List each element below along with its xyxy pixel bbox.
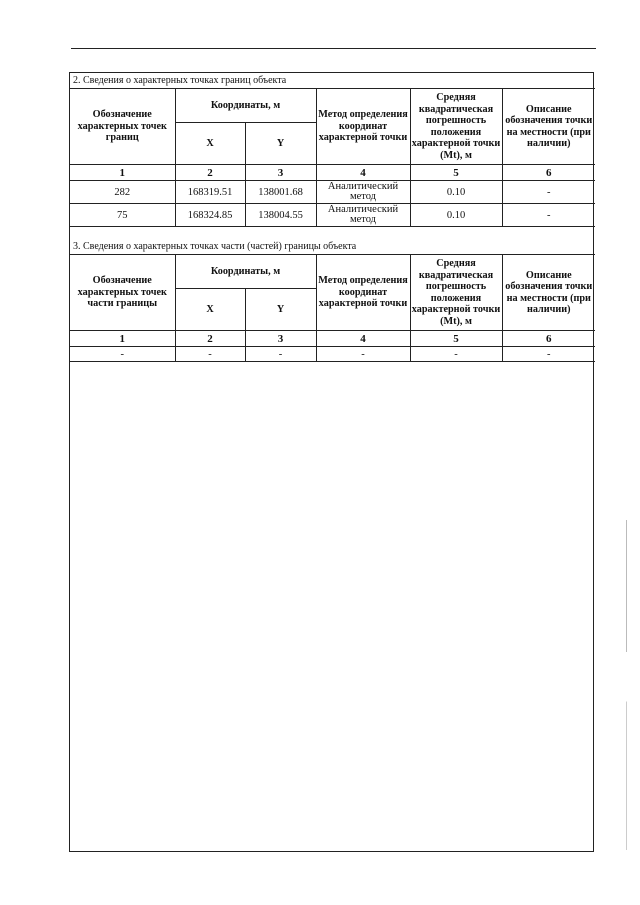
cell-description: - xyxy=(502,347,595,362)
cell-mt: 0.10 xyxy=(410,204,502,227)
cell-x: - xyxy=(175,347,245,362)
cell-method: Аналитический метод xyxy=(316,181,410,204)
section-3-title: 3. Сведения о характерных точках части (частей) границы объекта xyxy=(70,239,595,255)
column-number: 5 xyxy=(410,165,502,181)
cell-y: 138004.55 xyxy=(245,204,316,227)
header-coordinates: Координаты, м xyxy=(175,89,316,123)
column-number-row xyxy=(70,331,595,347)
column-number: 2 xyxy=(175,165,245,181)
cell-point: - xyxy=(70,347,175,362)
cell-x: 168319.51 xyxy=(175,181,245,204)
table-row xyxy=(70,347,595,362)
column-number: 3 xyxy=(245,165,316,181)
column-number: 3 xyxy=(245,331,316,347)
column-number: 6 xyxy=(502,165,595,181)
top-rule xyxy=(71,48,596,49)
header-description: Описание обозначения точки на местности (при наличии) xyxy=(502,89,595,165)
table-row xyxy=(70,181,595,204)
header-x: X xyxy=(175,289,245,331)
column-number: 1 xyxy=(70,331,175,347)
cell-method: - xyxy=(316,347,410,362)
cell-point: 282 xyxy=(70,181,175,204)
header-description: Описание обозначения точки на местности (при наличии) xyxy=(502,255,595,331)
header-y: Y xyxy=(245,123,316,165)
scan-edge-mark xyxy=(626,520,627,850)
cell-x: 168324.85 xyxy=(175,204,245,227)
column-number: 4 xyxy=(316,331,410,347)
cell-mt: 0.10 xyxy=(410,181,502,204)
column-number-row xyxy=(70,165,595,181)
cell-method: Аналитический метод xyxy=(316,204,410,227)
header-method: Метод определения координат характерной точки xyxy=(316,89,410,165)
header-coordinates: Координаты, м xyxy=(175,255,316,289)
section-3-table xyxy=(70,239,595,362)
section-2-title: 2. Сведения о характерных точках границ объекта xyxy=(70,73,595,89)
column-number: 5 xyxy=(410,331,502,347)
header-y: Y xyxy=(245,289,316,331)
column-number: 4 xyxy=(316,165,410,181)
column-number: 6 xyxy=(502,331,595,347)
section-3 xyxy=(70,239,593,362)
section-2 xyxy=(70,73,593,227)
cell-y: - xyxy=(245,347,316,362)
cell-description: - xyxy=(502,204,595,227)
cell-point: 75 xyxy=(70,204,175,227)
header-x: X xyxy=(175,123,245,165)
cell-y: 138001.68 xyxy=(245,181,316,204)
header-accuracy: Средняя квадратическая погрешность положения характерной точки (Mt), м xyxy=(410,255,502,331)
section-2-table xyxy=(70,73,595,227)
document-frame xyxy=(69,72,594,852)
column-number: 1 xyxy=(70,165,175,181)
cell-mt: - xyxy=(410,347,502,362)
column-number: 2 xyxy=(175,331,245,347)
header-designation: Обозначение характерных точек границ xyxy=(70,89,175,165)
header-accuracy: Средняя квадратическая погрешность положения характерной точки (Mt), м xyxy=(410,89,502,165)
table-row xyxy=(70,204,595,227)
cell-description: - xyxy=(502,181,595,204)
header-designation: Обозначение характерных точек части границы xyxy=(70,255,175,331)
header-method: Метод определения координат характерной точки xyxy=(316,255,410,331)
